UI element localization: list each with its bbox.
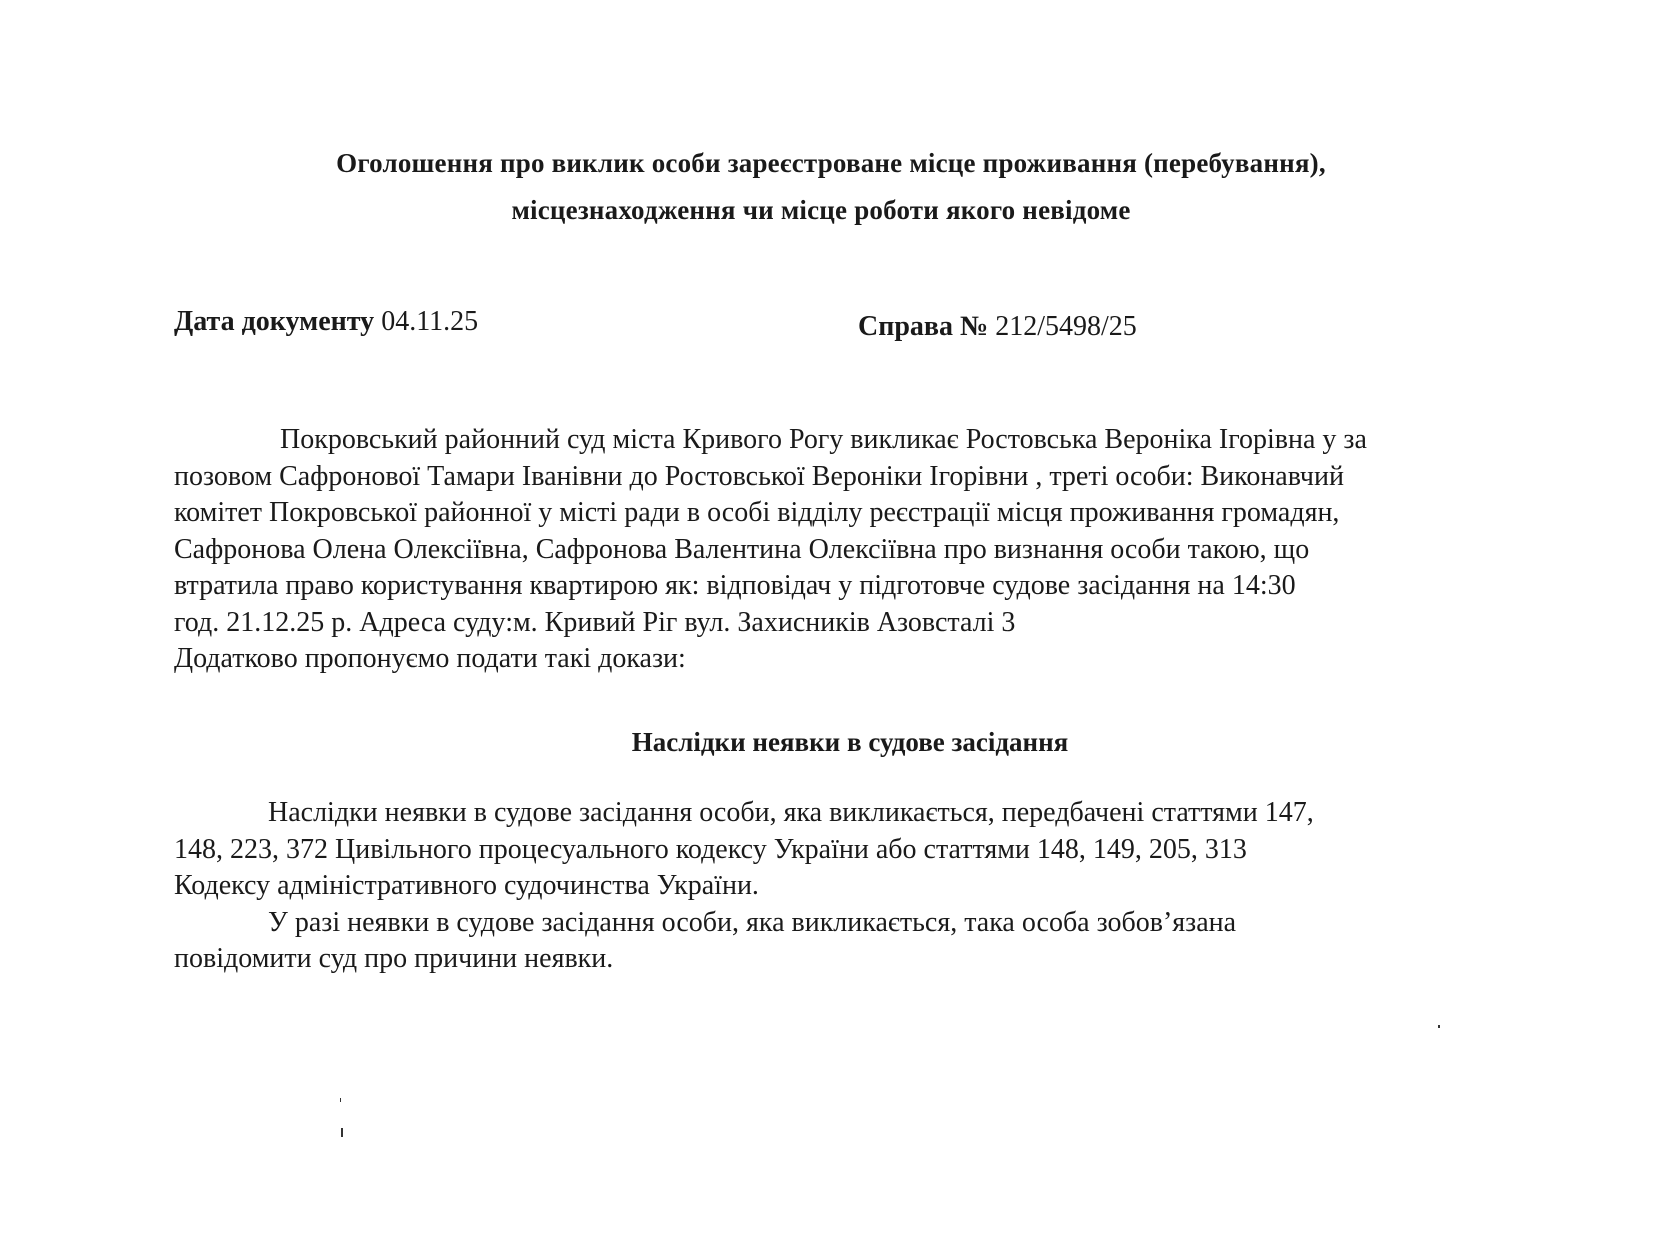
consequences-line: 148, 223, 372 Цивільного процесуального кодексу України або статтями 148, 149, 205, 313 xyxy=(174,833,1247,865)
case-value: 212/5498/25 xyxy=(995,311,1137,342)
case-number xyxy=(858,311,1137,343)
summons-paragraph xyxy=(174,422,1588,678)
summons-line: позовом Сафронової Тамари Іванівни до Ростовської Вероніки Ігорівни , треті особи: Виконавчий xyxy=(174,460,1344,492)
summons-line: год. 21.12.25 р. Адреса суду:м. Кривий Ріг вул. Захисників Азовсталі 3 xyxy=(174,606,1016,638)
summons-line: втратила право користування квартирою як: відповідач у підготовче судове засідання на 14:30 xyxy=(174,570,1296,601)
date-value: 04.11.25 xyxy=(381,306,479,337)
case-label: Справа № xyxy=(858,311,989,342)
document-date xyxy=(174,306,478,338)
date-label: Дата документу xyxy=(174,306,375,337)
summons-line: Покровський районний суд міста Кривого Рогу викликає Ростовська Вероніка Ігорівна у за xyxy=(280,424,1367,455)
scan-speck xyxy=(341,1128,343,1137)
scan-speck xyxy=(340,1098,341,1102)
document-title-line-2: місцезнаходження чи місце роботи якого невідоме xyxy=(511,195,1131,225)
consequences-line: повідомити суд про причини неявки. xyxy=(174,943,614,974)
consequences-line: Кодексу адміністративного судочинства України. xyxy=(174,870,759,901)
document-title-line-1: Оголошення про виклик особи зареєстроване місце проживання (перебування), xyxy=(336,148,1326,178)
consequences-line: У разі неявки в судове засідання особи, яка викликається, така особа зобов’язана xyxy=(268,906,1237,938)
summons-line: Додатково пропонуємо подати такі докази: xyxy=(174,643,686,674)
summons-line: Сафронова Олена Олексіївна, Сафронова Валентина Олексіївна про визнання особи такою, що xyxy=(174,533,1310,565)
consequences-line: Наслідки неявки в судове засідання особи, яка викликається, передбачені статтями 147, xyxy=(268,797,1314,828)
consequences-paragraph xyxy=(174,795,1588,978)
consequences-heading: Наслідки неявки в судове засідання xyxy=(631,727,1069,757)
scan-speck xyxy=(1438,1025,1440,1028)
summons-line: комітет Покровської районної у місті ради в особі відділу реєстрації місця проживання громадян, xyxy=(174,497,1340,528)
